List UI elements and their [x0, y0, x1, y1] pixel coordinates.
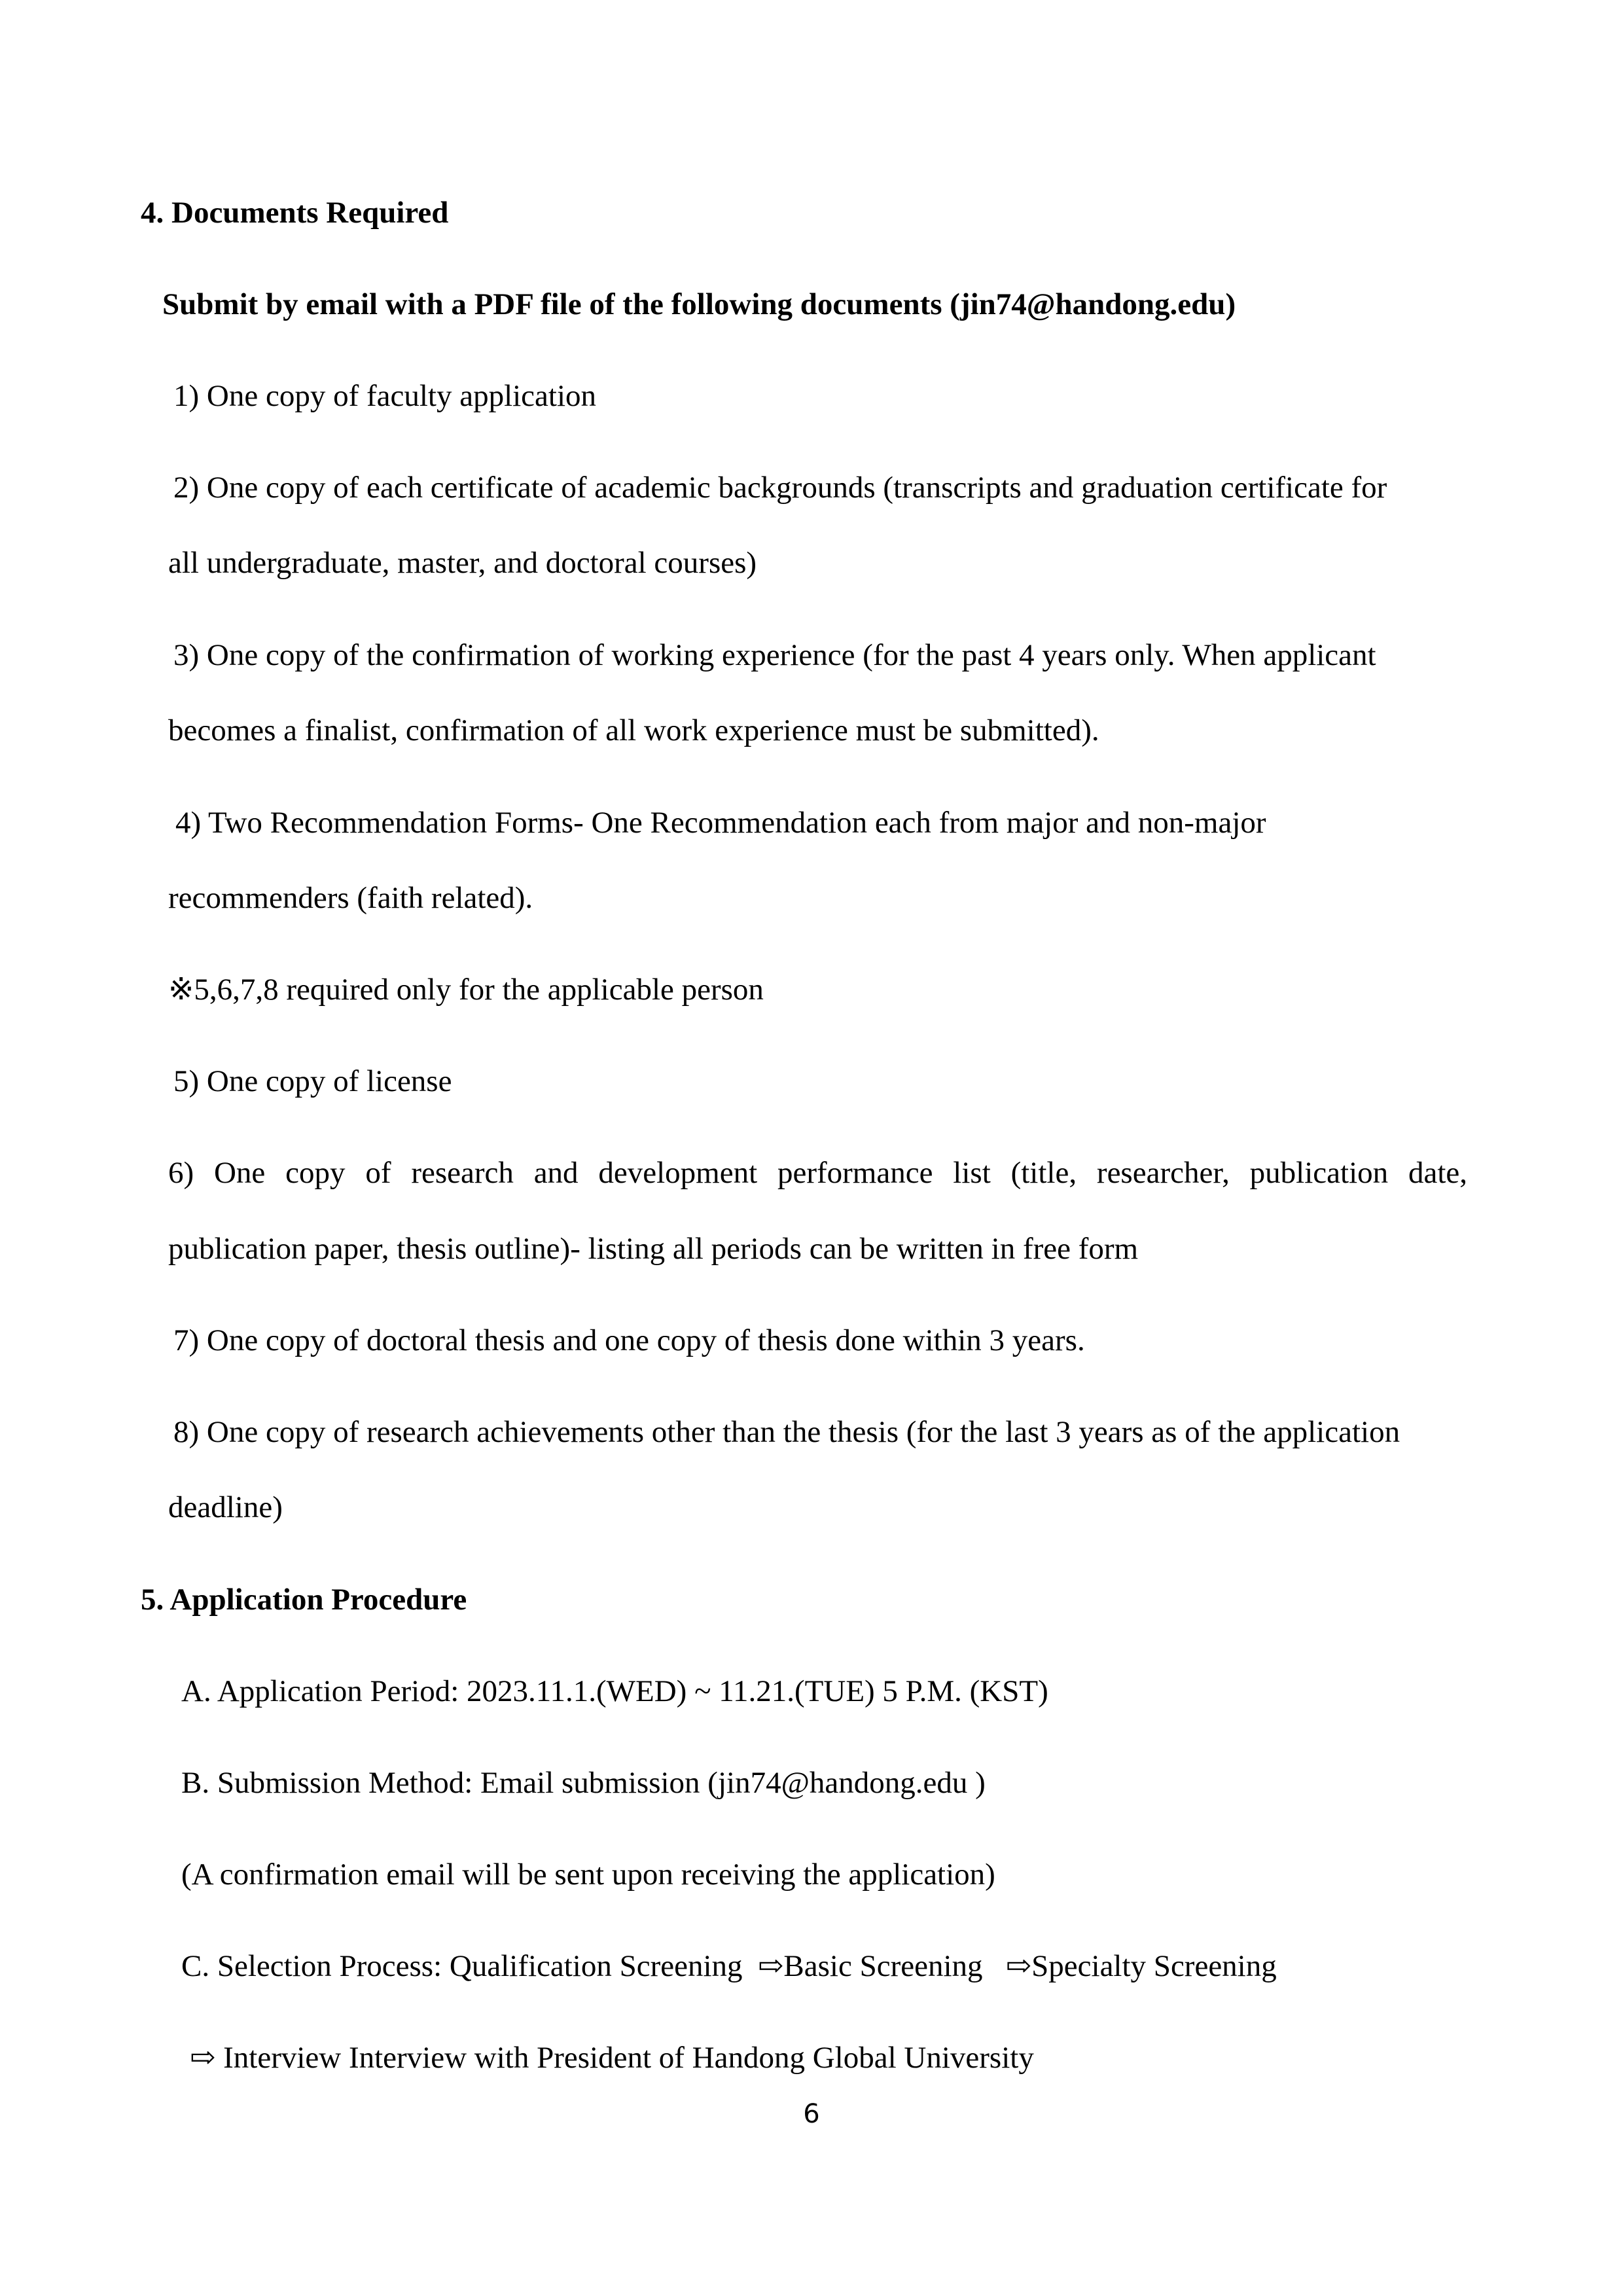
selection-process-line-2: ⇨ Interview Interview with President of Handong Global University — [190, 2041, 1034, 2075]
document-item-4-line-2: recommenders (faith related). — [168, 881, 533, 915]
document-item-6-line-2: publication paper, thesis outline)- listing all periods can be written in free form — [168, 1232, 1139, 1266]
section-4-heading: 4. Documents Required — [141, 196, 449, 230]
page-number: 6 — [803, 2099, 820, 2129]
document-item-7: 7) One copy of doctoral thesis and one copy of thesis done within 3 years. — [173, 1323, 1085, 1357]
confirmation-note: (A confirmation email will be sent upon receiving the application) — [181, 1857, 995, 1892]
document-item-2-line-2: all undergraduate, master, and doctoral courses) — [168, 546, 757, 580]
document-item-5: 5) One copy of license — [173, 1064, 452, 1098]
document-item-8-line-2: deadline) — [168, 1490, 283, 1524]
submission-method: B. Submission Method: Email submission (jin74@handong.edu ) — [181, 1766, 986, 1800]
submission-instruction: Submit by email with a PDF file of the following documents (jin74@handong.edu) — [162, 287, 1236, 321]
document-item-3-line-2: becomes a finalist, confirmation of all work experience must be submitted). — [168, 713, 1099, 747]
applicable-person-note: ※5,6,7,8 required only for the applicable person — [168, 973, 764, 1007]
application-period: A. Application Period: 2023.11.1.(WED) ~ 11.21.(TUE) 5 P.M. (KST) — [181, 1674, 1048, 1708]
section-5-heading: 5. Application Procedure — [141, 1583, 467, 1617]
document-item-1: 1) One copy of faculty application — [173, 379, 597, 413]
document-item-3-line-1: 3) One copy of the confirmation of working experience (for the past 4 years only. When applicant — [173, 638, 1376, 672]
document-item-2-line-1: 2) One copy of each certificate of academic backgrounds (transcripts and graduation certificate for — [173, 471, 1387, 505]
document-item-8-line-1: 8) One copy of research achievements other than the thesis (for the last 3 years as of the application — [173, 1415, 1400, 1449]
document-item-6-line-1: 6) One copy of research and development performance list (title, researcher, publication date, — [168, 1156, 1467, 1190]
selection-process-line-1: C. Selection Process: Qualification Screening ⇨Basic Screening ⇨Specialty Screening — [181, 1949, 1277, 1983]
document-item-4-line-1: 4) Two Recommendation Forms- One Recommendation each from major and non-major — [175, 806, 1266, 840]
